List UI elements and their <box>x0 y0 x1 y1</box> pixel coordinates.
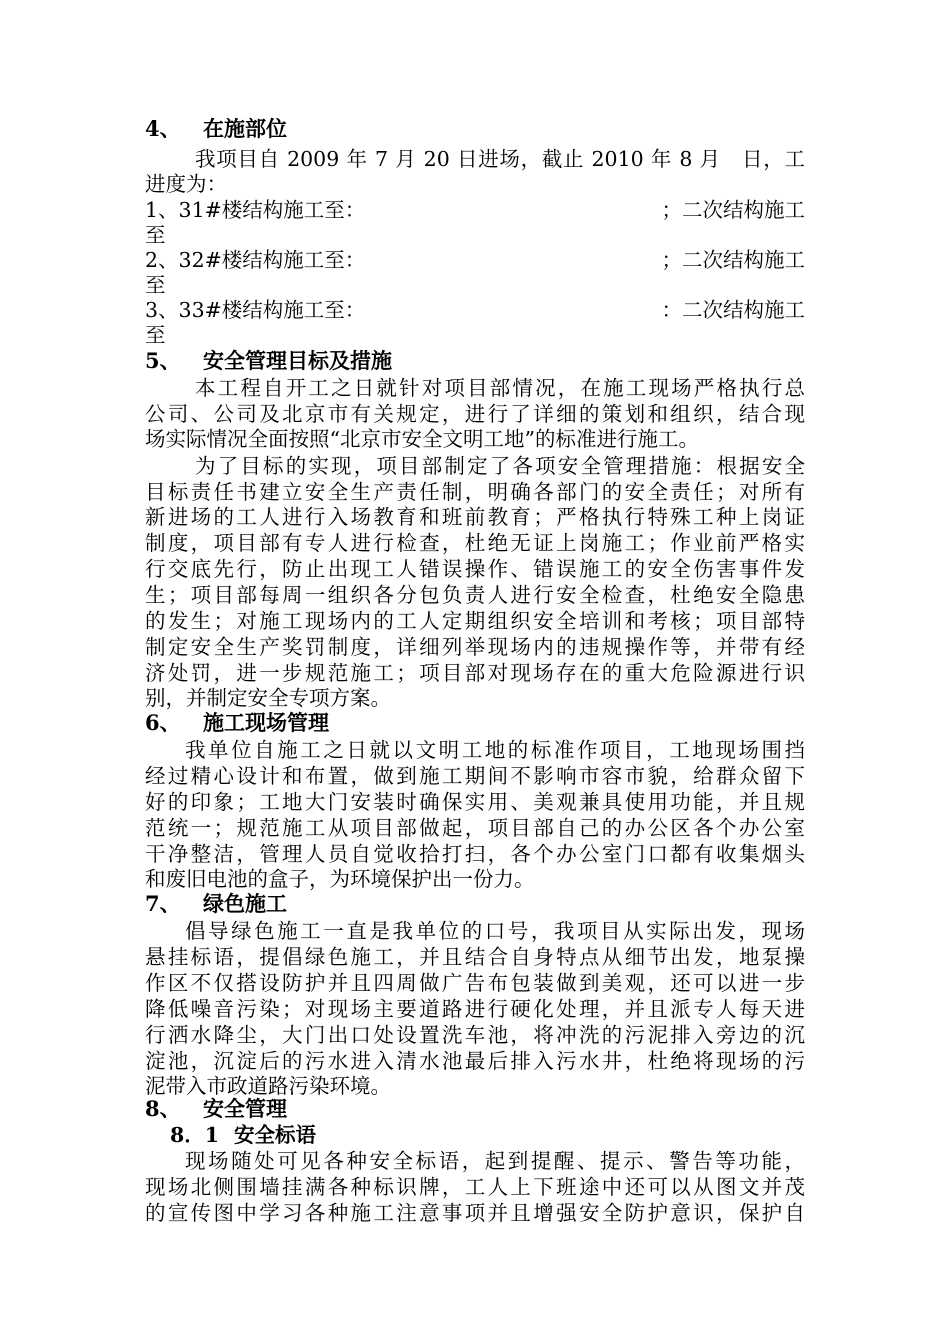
paragraph-line: 场实际情况全面按照“北京市安全文明工地”的标准进行施工。 <box>145 427 699 451</box>
paragraph-line: 和废旧电池的盒子，为环境保护出一份力。 <box>145 867 535 891</box>
subsection-number: 8．1 <box>170 1123 220 1147</box>
subsection-title: 安全标语 <box>234 1123 316 1147</box>
section-title: 在施部位 <box>203 116 287 141</box>
progress-item-label: 3、33#楼结构施工至： <box>145 298 366 322</box>
progress-item-label: 2、32#楼结构施工至： <box>145 248 366 272</box>
paragraph-line: 降低噪音污染；对现场主要道路进行硬化处理，并且派专人每天进 <box>145 997 805 1021</box>
paragraph-line: 进度为： <box>145 172 227 196</box>
paragraph-line: 干净整洁，管理人员自觉收拾打扫，各个办公室门口都有收集烟头 <box>145 842 805 866</box>
paragraph-line: 的发生；对施工现场内的工人定期组织安全培训和考核；项目部特 <box>145 609 805 633</box>
paragraph-line: 生；项目部每周一组织各分包负责人进行安全检查，杜绝安全隐患 <box>145 583 805 607</box>
section-title: 安全管理 <box>203 1096 287 1121</box>
section-number: 6、 <box>145 710 181 735</box>
section-number: 8、 <box>145 1096 181 1121</box>
progress-item <box>145 297 805 323</box>
paragraph-line: 目标责任书建立安全生产责任制，明确各部门的安全责任；对所有 <box>145 480 805 504</box>
progress-item-continuation: 至 <box>145 273 166 297</box>
paragraph-line: 经过精心设计和布置，做到施工期间不影响市容市貌，给群众留下 <box>145 764 805 788</box>
progress-item-continuation: 至 <box>145 223 166 247</box>
paragraph-line: 制定安全生产奖罚制度，详细列举现场内的违规操作等，并带有经 <box>145 635 805 659</box>
paragraph-line: 现场随处可见各种安全标语，起到提醒、提示、警告等功能， <box>185 1149 805 1173</box>
paragraph-line: 本工程自开工之日就针对项目部情况，在施工现场严格执行总 <box>195 376 805 400</box>
paragraph-line: 我项目自 2009 年 7 月 20 日进场，截止 2010 年 8 月 日，工 <box>195 147 805 171</box>
subsection-8-1-heading <box>170 1122 830 1148</box>
paragraph-line: 为了目标的实现，项目部制定了各项安全管理措施：根据安全 <box>195 454 805 478</box>
paragraph-line: 泥带入市政道路污染环境。 <box>145 1074 391 1098</box>
progress-item-label: 1、31#楼结构施工至： <box>145 198 366 222</box>
progress-item <box>145 197 805 223</box>
paragraph-line: 范统一；规范施工从项目部做起，项目部自己的办公区各个办公室 <box>145 816 805 840</box>
section-6-heading <box>145 710 805 736</box>
paragraph-line: 好的印象；工地大门安装时确保实用、美观兼具使用功能，并且规 <box>145 790 805 814</box>
section-7-heading <box>145 891 805 917</box>
section-title: 绿色施工 <box>203 891 287 916</box>
progress-item-secondary: ；二次结构施工 <box>661 198 805 222</box>
paragraph-line: 我单位自施工之日就以文明工地的标准作项目，工地现场围挡 <box>185 738 805 762</box>
paragraph-line: 倡导绿色施工一直是我单位的口号，我项目从实际出发，现场 <box>185 919 805 943</box>
paragraph-line: 的宣传图中学习各种施工注意事项并且增强安全防护意识，保护自 <box>145 1201 805 1225</box>
paragraph-line: 制度，项目部有专人进行检查，杜绝无证上岗施工；作业前严格实 <box>145 531 805 555</box>
paragraph-line: 作区不仅搭设防护并且四周做广告布包装做到美观，还可以进一步 <box>145 971 805 995</box>
progress-item-secondary: ：二次结构施工 <box>661 298 805 322</box>
progress-item-continuation: 至 <box>145 323 166 347</box>
section-8-heading <box>145 1096 805 1122</box>
section-4-heading <box>145 116 805 142</box>
paragraph-line: 行洒水降尘，大门出口处设置洗车池，将冲洗的污泥排入旁边的沉 <box>145 1023 805 1047</box>
paragraph-line: 济处罚，进一步规范施工；项目部对现场存在的重大危险源进行识 <box>145 661 805 685</box>
section-number: 5、 <box>145 348 181 373</box>
paragraph-line: 现场北侧围墙挂满各种标识牌，工人上下班途中还可以从图文并茂 <box>145 1175 805 1199</box>
section-title: 安全管理目标及措施 <box>203 348 392 373</box>
section-number: 4、 <box>145 116 181 141</box>
paragraph-line: 行交底先行，防止出现工人错误操作、错误施工的安全伤害事件发 <box>145 557 805 581</box>
paragraph-line: 淀池，沉淀后的污水进入清水池最后排入污水井，杜绝将现场的污 <box>145 1049 805 1073</box>
section-title: 施工现场管理 <box>203 710 329 735</box>
paragraph-line: 新进场的工人进行入场教育和班前教育；严格执行特殊工种上岗证 <box>145 505 805 529</box>
progress-item <box>145 247 805 273</box>
paragraph-line: 别，并制定安全专项方案。 <box>145 686 391 710</box>
progress-item-secondary: ；二次结构施工 <box>661 248 805 272</box>
paragraph-line: 悬挂标语，提倡绿色施工，并且结合自身特点从细节出发，地泵操 <box>145 945 805 969</box>
paragraph-line: 公司、公司及北京市有关规定，进行了详细的策划和组织，结合现 <box>145 402 805 426</box>
section-number: 7、 <box>145 891 181 916</box>
section-5-heading <box>145 348 805 374</box>
